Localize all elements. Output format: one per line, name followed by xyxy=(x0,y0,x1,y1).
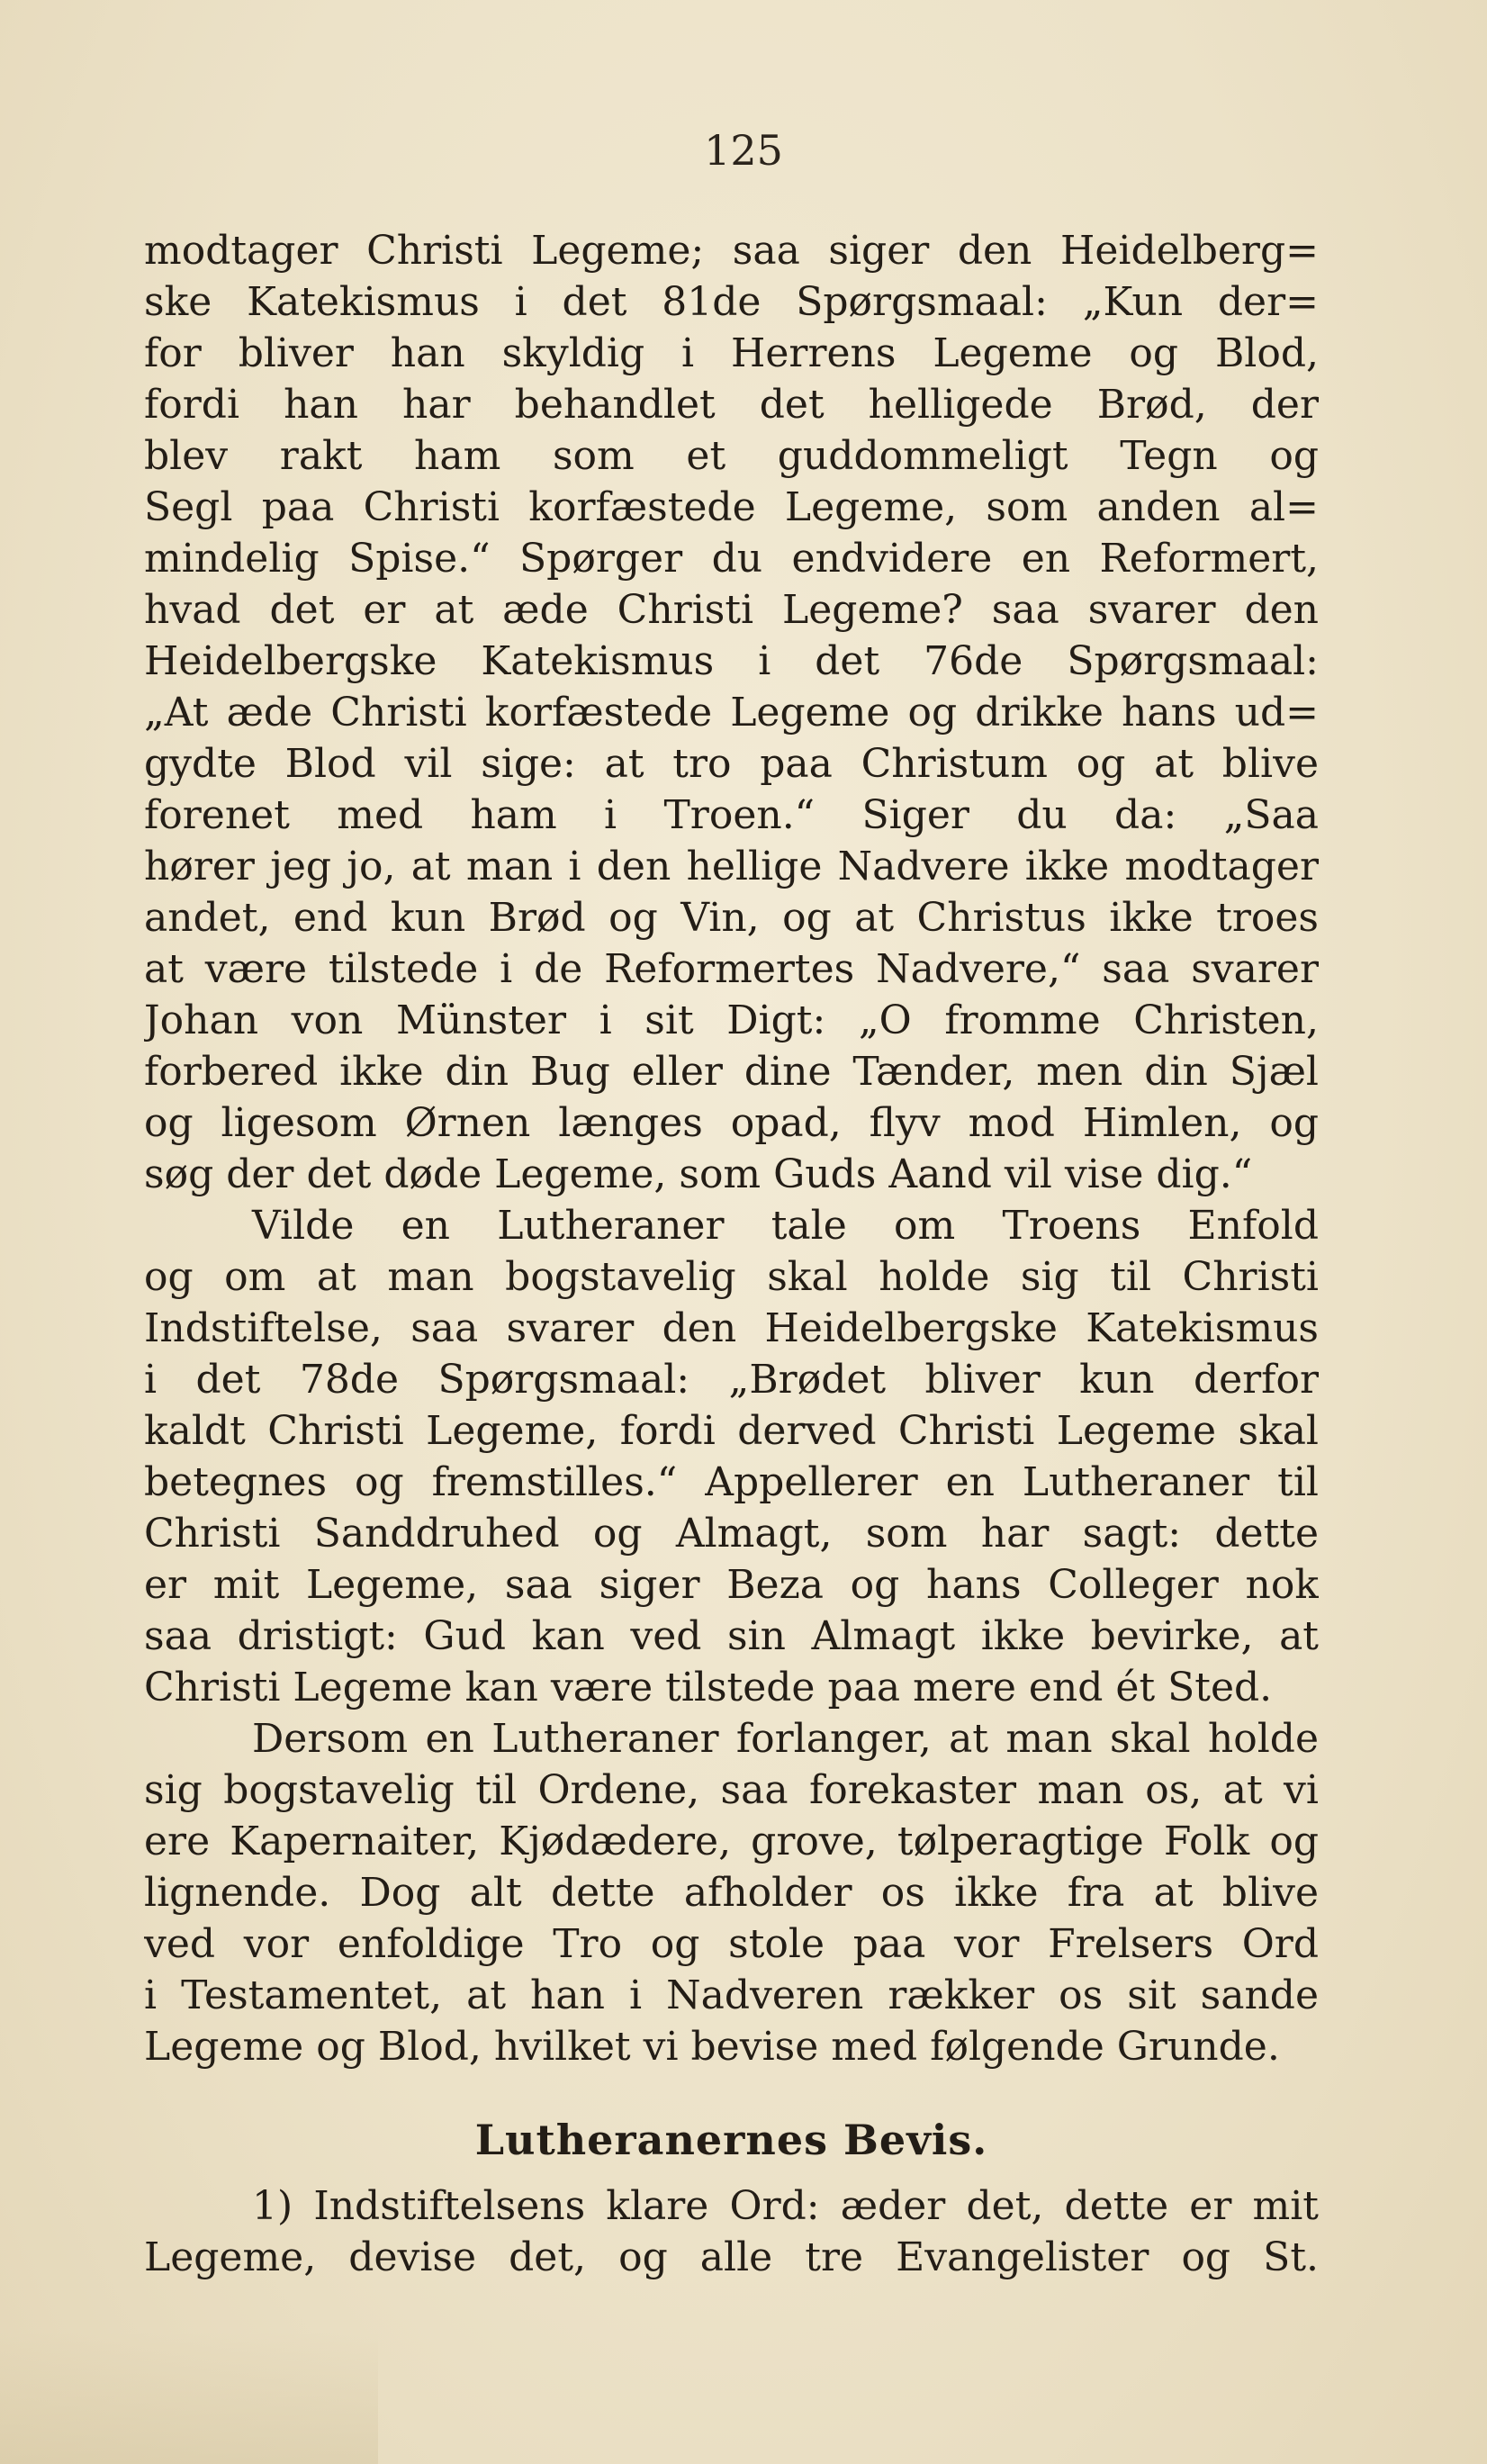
paragraph-4 xyxy=(144,2180,1319,2283)
text-line: ere Kapernaiter, Kjødædere, grove, tølperagtige Folk og xyxy=(144,1819,1319,1864)
paper-stain xyxy=(0,2332,378,2464)
text-line: ved vor enfoldige Tro og stole paa vor Frelsers Ord xyxy=(144,1921,1319,1967)
spacer xyxy=(144,2171,1319,2180)
text-line: sig bogstavelig til Ordene, saa forekaster man os, at vi xyxy=(144,1767,1319,1813)
text-line: at være tilstede i de Reformertes Nadvere,“ saa svarer xyxy=(144,946,1319,992)
body-text xyxy=(144,225,1319,2283)
text-line: Johan von Münster i sit Digt: „O fromme Christen, xyxy=(144,997,1319,1043)
text-line: hvad det er at æde Christi Legeme? saa svarer den xyxy=(144,587,1319,633)
text-line: søg der det døde Legeme, som Guds Aand vil vise dig.“ xyxy=(144,1151,1253,1197)
paragraph-2 xyxy=(144,1200,1319,1713)
page-number: 125 xyxy=(704,126,783,175)
text-line: og om at man bogstavelig skal holde sig til Christi xyxy=(144,1254,1319,1300)
text-line: kaldt Christi Legeme, fordi derved Christi Legeme skal xyxy=(144,1408,1319,1454)
text-line: er mit Legeme, saa siger Beza og hans Colleger nok xyxy=(144,1562,1319,1608)
section-heading: Lutheranernes Bevis. xyxy=(474,2116,988,2164)
text-line: for bliver han skyldig i Herrens Legeme og Blod, xyxy=(144,330,1319,376)
text-line: forenet med ham i Troen.“ Siger du da: „Saa xyxy=(144,792,1319,838)
text-line: Dersom en Lutheraner forlanger, at man skal holde xyxy=(252,1716,1319,1762)
text-line: „At æde Christi korfæstede Legeme og drikke hans ud= xyxy=(144,690,1319,736)
spacer xyxy=(144,2072,1319,2108)
text-line: hører jeg jo, at man i den hellige Nadvere ikke modtager xyxy=(144,844,1319,889)
text-line: Legeme, devise det, og alle tre Evangelister og St. xyxy=(144,2234,1319,2280)
text-line: saa dristigt: Gud kan ved sin Almagt ikke bevirke, at xyxy=(144,1613,1319,1659)
text-line: i Testamentet, at han i Nadveren rækker os sit sande xyxy=(144,1972,1319,2018)
text-line: 1) Indstiftelsens klare Ord: æder det, dette er mit xyxy=(252,2183,1319,2229)
text-line: Christi Sanddruhed og Almagt, som har sagt: dette xyxy=(144,1511,1319,1557)
text-line: ske Katekismus i det 81de Spørgsmaal: „Kun der= xyxy=(144,279,1319,325)
text-line: modtager Christi Legeme; saa siger den Heidelberg= xyxy=(144,228,1319,274)
text-line: fordi han har behandlet det helligede Brød, der xyxy=(144,382,1319,428)
text-line: Vilde en Lutheraner tale om Troens Enfold xyxy=(252,1203,1319,1249)
text-line: gydte Blod vil sige: at tro paa Christum og at blive xyxy=(144,741,1319,787)
text-line: blev rakt ham som et guddommeligt Tegn og xyxy=(144,433,1319,479)
text-line: Indstiftelse, saa svarer den Heidelbergske Katekismus xyxy=(144,1305,1319,1351)
text-line: Christi Legeme kan være tilstede paa mere end ét Sted. xyxy=(144,1665,1273,1710)
text-line: Legeme og Blod, hvilket vi bevise med følgende Grunde. xyxy=(144,2024,1280,2070)
text-line: mindelig Spise.“ Spørger du endvidere en Reformert, xyxy=(144,536,1319,582)
paragraph-3 xyxy=(144,1713,1319,2072)
text-line: andet, end kun Brød og Vin, og at Christus ikke troes xyxy=(144,895,1319,941)
paragraph-1 xyxy=(144,225,1319,1200)
text-line: forbered ikke din Bug eller dine Tænder, men din Sjæl xyxy=(144,1049,1319,1095)
text-line: Segl paa Christi korfæstede Legeme, som anden al= xyxy=(144,484,1319,530)
text-line: Heidelbergske Katekismus i det 76de Spørgsmaal: xyxy=(144,638,1319,684)
text-line: lignende. Dog alt dette afholder os ikke fra at blive xyxy=(144,1870,1319,1916)
text-line: betegnes og fremstilles.“ Appellerer en Lutheraner til xyxy=(144,1459,1319,1505)
text-line: og ligesom Ørnen længes opad, flyv mod Himlen, og xyxy=(144,1100,1319,1146)
text-line: i det 78de Spørgsmaal: „Brødet bliver kun derfor xyxy=(144,1357,1319,1403)
